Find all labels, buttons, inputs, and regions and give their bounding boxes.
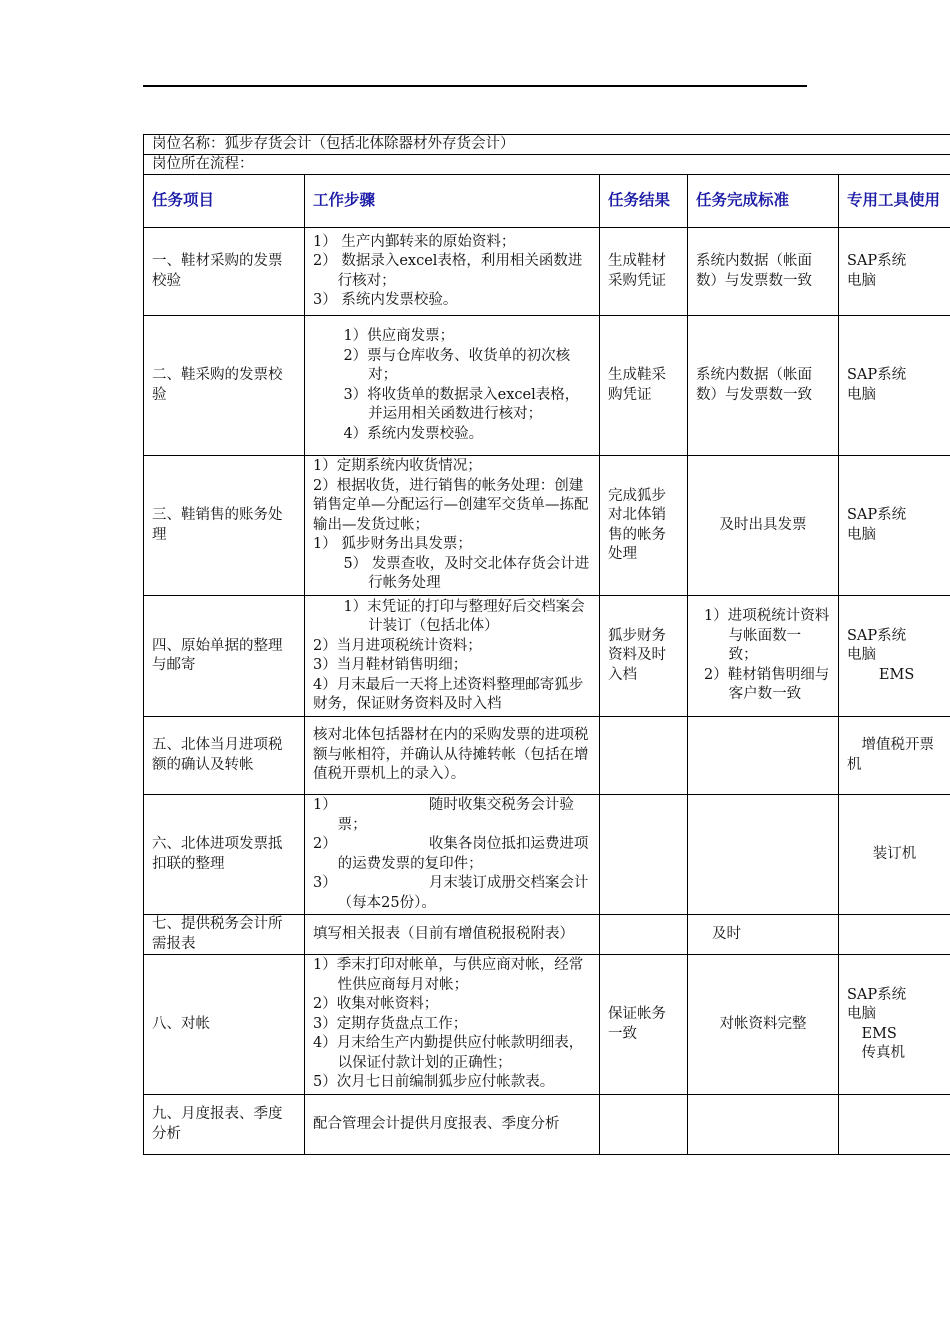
tool-item: SAP系统 [847, 253, 907, 269]
task-cell: 七、提供税务会计所需报表 [144, 915, 305, 955]
post-process: 岗位所在流程： [152, 156, 254, 172]
steps-cell: 配合管理会计提供月度报表、季度分析 [305, 1095, 600, 1155]
table-row [144, 456, 950, 596]
header-rule [143, 85, 807, 87]
table-row [144, 228, 950, 316]
tool-item: 装订机 [872, 845, 917, 862]
step-item: 2）当月进项税统计资料； [313, 637, 482, 654]
step-item: 3） 月末装订成册交档案会计（每本25份）。 [313, 875, 589, 911]
tools-cell [839, 228, 950, 316]
step-item: 3） 系统内发票校验。 [313, 292, 458, 308]
post-process-cell [144, 155, 950, 175]
tool-item: SAP系统 [847, 507, 907, 523]
step-item: 3）将收货单的数据录入excel表格，并运用相关函数进行核对； [343, 386, 580, 422]
steps-cell: 填写相关报表（目前有增值税报税附表） [305, 915, 600, 955]
step-item: 2）收集对帐资料； [313, 996, 439, 1013]
step-item: 1）供应商发票； [343, 328, 455, 344]
result-cell: 完成狐步对北体销售的帐务处理 [600, 456, 688, 596]
result-cell [600, 915, 688, 955]
table-row [144, 795, 950, 915]
step-item: 4）月末给生产内勤提供应付帐款明细表，以保证付款计划的正确性； [313, 1035, 584, 1071]
standard-cell: 及时 [688, 915, 839, 955]
steps-cell [305, 316, 600, 456]
table-row [144, 1095, 950, 1155]
tools-cell [839, 795, 950, 915]
tools-cell [839, 955, 950, 1095]
col-header-standard: 任务完成标准 [688, 175, 839, 228]
task-cell: 三、鞋销售的账务处理 [144, 456, 305, 596]
step-item: 4）月末最后一天将上述资料整理邮寄狐步财务，保证财务资料及时入档 [313, 676, 584, 712]
standard-cell: 及时出具发票 [688, 456, 839, 596]
standard-cell: 系统内数据（帐面数）与发票数一致 [688, 316, 839, 456]
step-item: 3）定期存货盘点工作； [313, 1015, 468, 1032]
step-item: 1）定期系统内收货情况； [313, 458, 482, 475]
task-cell: 一、鞋材采购的发票校验 [144, 228, 305, 316]
col-header-tools: 专用工具使用 [839, 175, 950, 228]
tool-item: 电脑 [847, 386, 876, 403]
tool-item: EMS [878, 666, 915, 683]
job-description-table [143, 134, 950, 1155]
standard-cell: 系统内数据（帐面数）与发票数一致 [688, 228, 839, 316]
tool-item: 传真机 [861, 1045, 905, 1061]
step-item: 1） 随时收集交税务会计验票； [313, 797, 574, 833]
step-item: 5）次月七日前编制狐步应付帐款表。 [313, 1074, 555, 1091]
standard-item: 2）鞋材销售明细与客户数一致 [704, 666, 830, 703]
task-cell: 五、北体当月进项税额的确认及转帐 [144, 717, 305, 795]
tool-item: 电脑 [847, 272, 876, 289]
tool-item: 电脑 [847, 1006, 876, 1022]
step-item: 2） 数据录入excel表格，利用相关函数进行核对； [313, 253, 583, 289]
standard-cell [688, 1095, 839, 1155]
table-row [144, 915, 950, 955]
standard-cell [688, 795, 839, 915]
result-cell: 生成鞋采购凭证 [600, 316, 688, 456]
standard-cell [688, 596, 839, 717]
table-row [144, 316, 950, 456]
task-cell: 六、北体进项发票抵扣联的整理 [144, 795, 305, 915]
result-cell [600, 1095, 688, 1155]
steps-cell [305, 456, 600, 596]
standard-item: 1）进项税统计资料与帐面数一致； [704, 608, 830, 664]
steps-cell [305, 596, 600, 717]
task-cell: 四、原始单据的整理与邮寄 [144, 596, 305, 717]
tools-cell [839, 717, 950, 795]
result-cell: 生成鞋材采购凭证 [600, 228, 688, 316]
tool-item: SAP系统 [847, 986, 907, 1003]
step-item: 5） 发票查收，及时交北体存货会计进行帐务处理 [343, 555, 590, 592]
task-cell: 二、鞋采购的发票校验 [144, 316, 305, 456]
column-header-row [144, 175, 950, 228]
result-cell [600, 795, 688, 915]
tools-cell [839, 596, 950, 717]
table-row [144, 717, 950, 795]
task-cell: 九、月度报表、季度分析 [144, 1095, 305, 1155]
step-item: 2）根据收货，进行销售的帐务处理：创建销售定单—分配运行—创建军交货单—拣配输出—发货过帐； [313, 477, 589, 533]
col-header-steps: 工作步骤 [305, 175, 600, 228]
step-item: 2） 收集各岗位抵扣运费进项的运费发票的复印件； [313, 836, 589, 872]
standard-cell [688, 717, 839, 795]
tool-item: 增值税开票机 [847, 737, 934, 773]
tool-item: 电脑 [847, 526, 876, 543]
steps-cell [305, 795, 600, 915]
tool-item: EMS [861, 1025, 897, 1042]
tool-item: 电脑 [847, 647, 876, 664]
table-row [144, 596, 950, 717]
steps-cell: 核对北体包括器材在内的采购发票的进项税额与帐相符，并确认从待摊转帐（包括在增值税开票机上的录入）。 [305, 717, 600, 795]
step-item: 1）末凭证的打印与整理好后交档案会计装订（包括北体） [343, 598, 585, 634]
tool-item: SAP系统 [847, 627, 907, 644]
post-name-cell [144, 135, 950, 155]
step-item: 1）季末打印对帐单，与供应商对帐，经常性供应商每月对帐； [313, 957, 584, 993]
steps-cell [305, 228, 600, 316]
tools-cell [839, 1095, 950, 1155]
step-item: 3）当月鞋材销售明细； [313, 657, 468, 673]
result-cell: 保证帐务一致 [600, 955, 688, 1095]
col-header-task: 任务项目 [144, 175, 305, 228]
tools-cell [839, 316, 950, 456]
task-cell: 八、对帐 [144, 955, 305, 1095]
steps-cell [305, 955, 600, 1095]
table-row [144, 955, 950, 1095]
result-cell: 狐步财务资料及时入档 [600, 596, 688, 717]
step-item: 1） 狐步财务出具发票； [313, 536, 472, 553]
step-item: 2）票与仓库收务、收货单的初次核对； [343, 347, 571, 383]
post-name: 岗位名称：狐步存货会计（包括北体除器材外存货会计） [152, 136, 515, 152]
tools-cell [839, 456, 950, 596]
step-item: 1） 生产内鄞转来的原始资料； [313, 233, 516, 250]
result-cell [600, 717, 688, 795]
tools-cell [839, 915, 950, 955]
col-header-result: 任务结果 [600, 175, 688, 228]
standard-cell: 对帐资料完整 [688, 955, 839, 1095]
tool-item: SAP系统 [847, 367, 907, 383]
step-item: 4）系统内发票校验。 [343, 425, 484, 442]
